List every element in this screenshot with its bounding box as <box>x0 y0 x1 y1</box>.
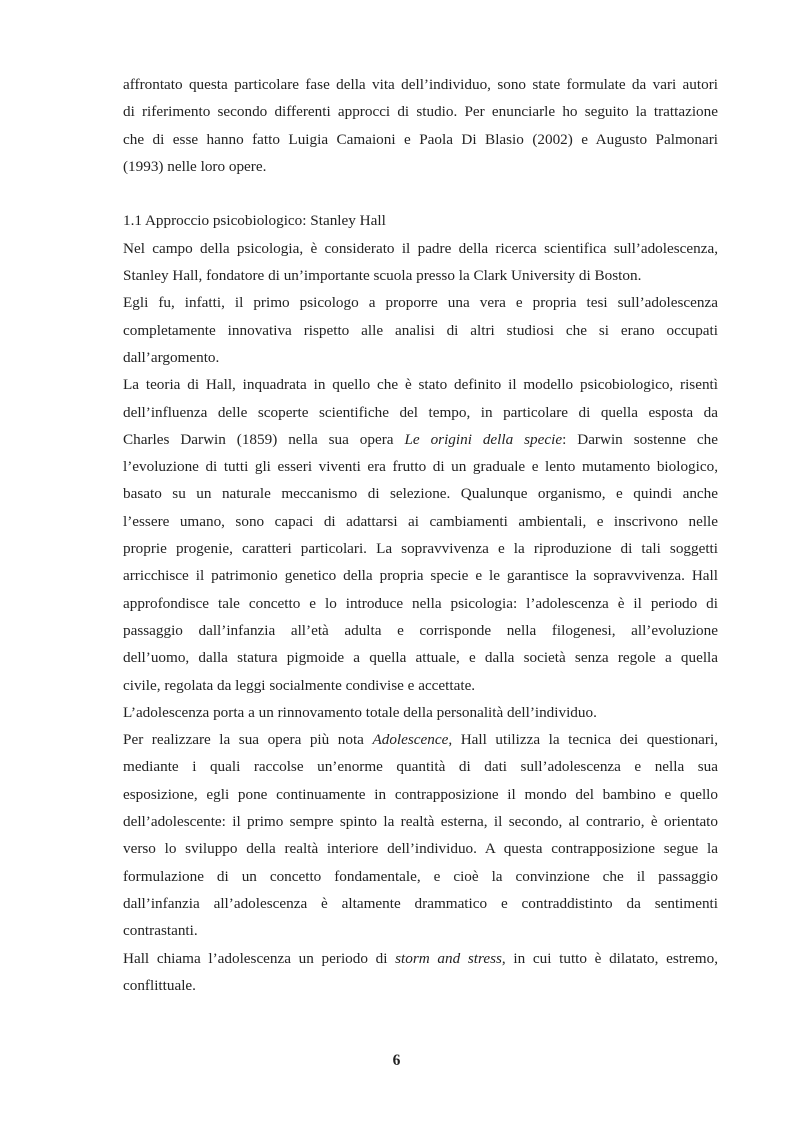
text-line: l’evoluzione di tutti gli esseri viventi era frutto di un graduale e lento mutamento biologico, <box>123 458 718 476</box>
text-line: conflittuale. <box>123 976 196 994</box>
section-title: 1.1 Approccio psicobiologico: Stanley Hall <box>123 212 386 230</box>
intro-paragraph <box>123 71 718 180</box>
text-segment: Charles Darwin (1859) nella sua opera <box>123 430 405 448</box>
text-line: contrastanti. <box>123 922 198 940</box>
text-line: esposizione, egli pone continuamente in contrapposizione il mondo del bambino e quello <box>123 785 718 803</box>
text-line: l’essere umano, sono capaci di adattarsi ai cambiamenti ambientali, e inscrivono nelle <box>123 512 718 530</box>
paragraph-2 <box>123 289 718 371</box>
text-line: di riferimento secondo differenti approcci di studio. Per enunciarle ho seguito la trattazione <box>123 103 718 121</box>
text-line: approfondisce tale concetto e lo introduce nella psicologia: l’adolescenza è il periodo di <box>123 594 718 612</box>
document-page <box>123 71 718 999</box>
text-line: passaggio dall’infanzia all’età adulta e corrisponde nella filogenesi, all’evoluzione <box>123 621 718 639</box>
text-line: Nel campo della psicologia, è considerato il padre della ricerca scientifica sull’adolescenza, <box>123 239 718 257</box>
text-line: Stanley Hall, fondatore di un’importante scuola presso la Clark University di Boston. <box>123 267 642 285</box>
text-line: dell’adolescente: il primo sempre spinto la realtà esterna, il secondo, al contrario, è orientato <box>123 813 718 831</box>
paragraph-5 <box>123 726 718 944</box>
text-segment: Hall chiama l’adolescenza un periodo di <box>123 949 396 967</box>
text-line: dall’infanzia all’adolescenza è altamente drammatico e contraddistinto da sentimenti <box>123 894 718 912</box>
book-title-italic: Adolescence <box>372 731 449 749</box>
text-line: dall’argomento. <box>123 348 220 366</box>
spacer <box>123 180 718 207</box>
text-line: proprie progenie, caratteri particolari. La sopravvivenza e la riproduzione di tali soggetti <box>123 540 718 558</box>
text-line: mediante i quali raccolse un’enorme quantità di dati sull’adolescenza e nella sua <box>123 758 718 776</box>
text-line: verso lo sviluppo della realtà interiore dell’individuo. A questa contrapposizione segue la <box>123 840 718 858</box>
paragraph-4: L’adolescenza porta a un rinnovamento totale della personalità dell’individuo. <box>123 703 597 721</box>
text-line: che di esse hanno fatto Luigia Camaioni e Paola Di Blasio (2002) e Augusto Palmonari <box>123 130 718 148</box>
text-line: dell’influenza delle scoperte scientifiche del tempo, in particolare di quella esposta da <box>123 403 718 421</box>
text-segment: : Darwin sostenne che <box>562 430 718 448</box>
book-title-italic: Le origini della specie <box>404 430 563 448</box>
paragraph-1 <box>123 235 718 290</box>
text-line: affrontato questa particolare fase della vita dell’individuo, sono state formulate da vari autori <box>123 76 718 93</box>
text-line: completamente innovativa rispetto alle analisi di altri studiosi che si erano occupati <box>123 321 718 339</box>
text-line: arricchisce il patrimonio genetico della propria specie e le garantisce la sopravvivenza. Hall <box>123 567 718 585</box>
text-line <box>123 945 718 972</box>
text-line: (1993) nelle loro opere. <box>123 157 267 175</box>
text-line: dell’uomo, dalla statura pigmoide a quella attuale, e dalla società senza regole a quella <box>123 649 718 667</box>
text-line: formulazione di un concetto fondamentale, e cioè la convinzione che il passaggio <box>123 867 718 885</box>
page-number: 6 <box>392 1052 401 1069</box>
text-segment: , in cui tutto è dilatato, estremo, <box>501 949 718 967</box>
paragraph-6 <box>123 945 718 1000</box>
paragraph-3 <box>123 371 718 699</box>
text-line: La teoria di Hall, inquadrata in quello che è stato definito il modello psicobiologico, risentì <box>123 376 718 394</box>
text-line: civile, regolata da leggi socialmente condivise e accettate. <box>123 676 476 694</box>
text-segment: Per realizzare la sua opera più nota <box>123 731 373 749</box>
text-line <box>123 726 718 753</box>
text-line <box>123 426 718 453</box>
text-line: basato su un naturale meccanismo di selezione. Qualunque organismo, e quindi anche <box>123 485 718 503</box>
text-line: Egli fu, infatti, il primo psicologo a proporre una vera e propria tesi sull’adolescenza <box>123 294 718 312</box>
text-segment: , Hall utilizza la tecnica dei questionari, <box>448 731 719 749</box>
emphasis-italic: storm and stress <box>395 949 502 967</box>
